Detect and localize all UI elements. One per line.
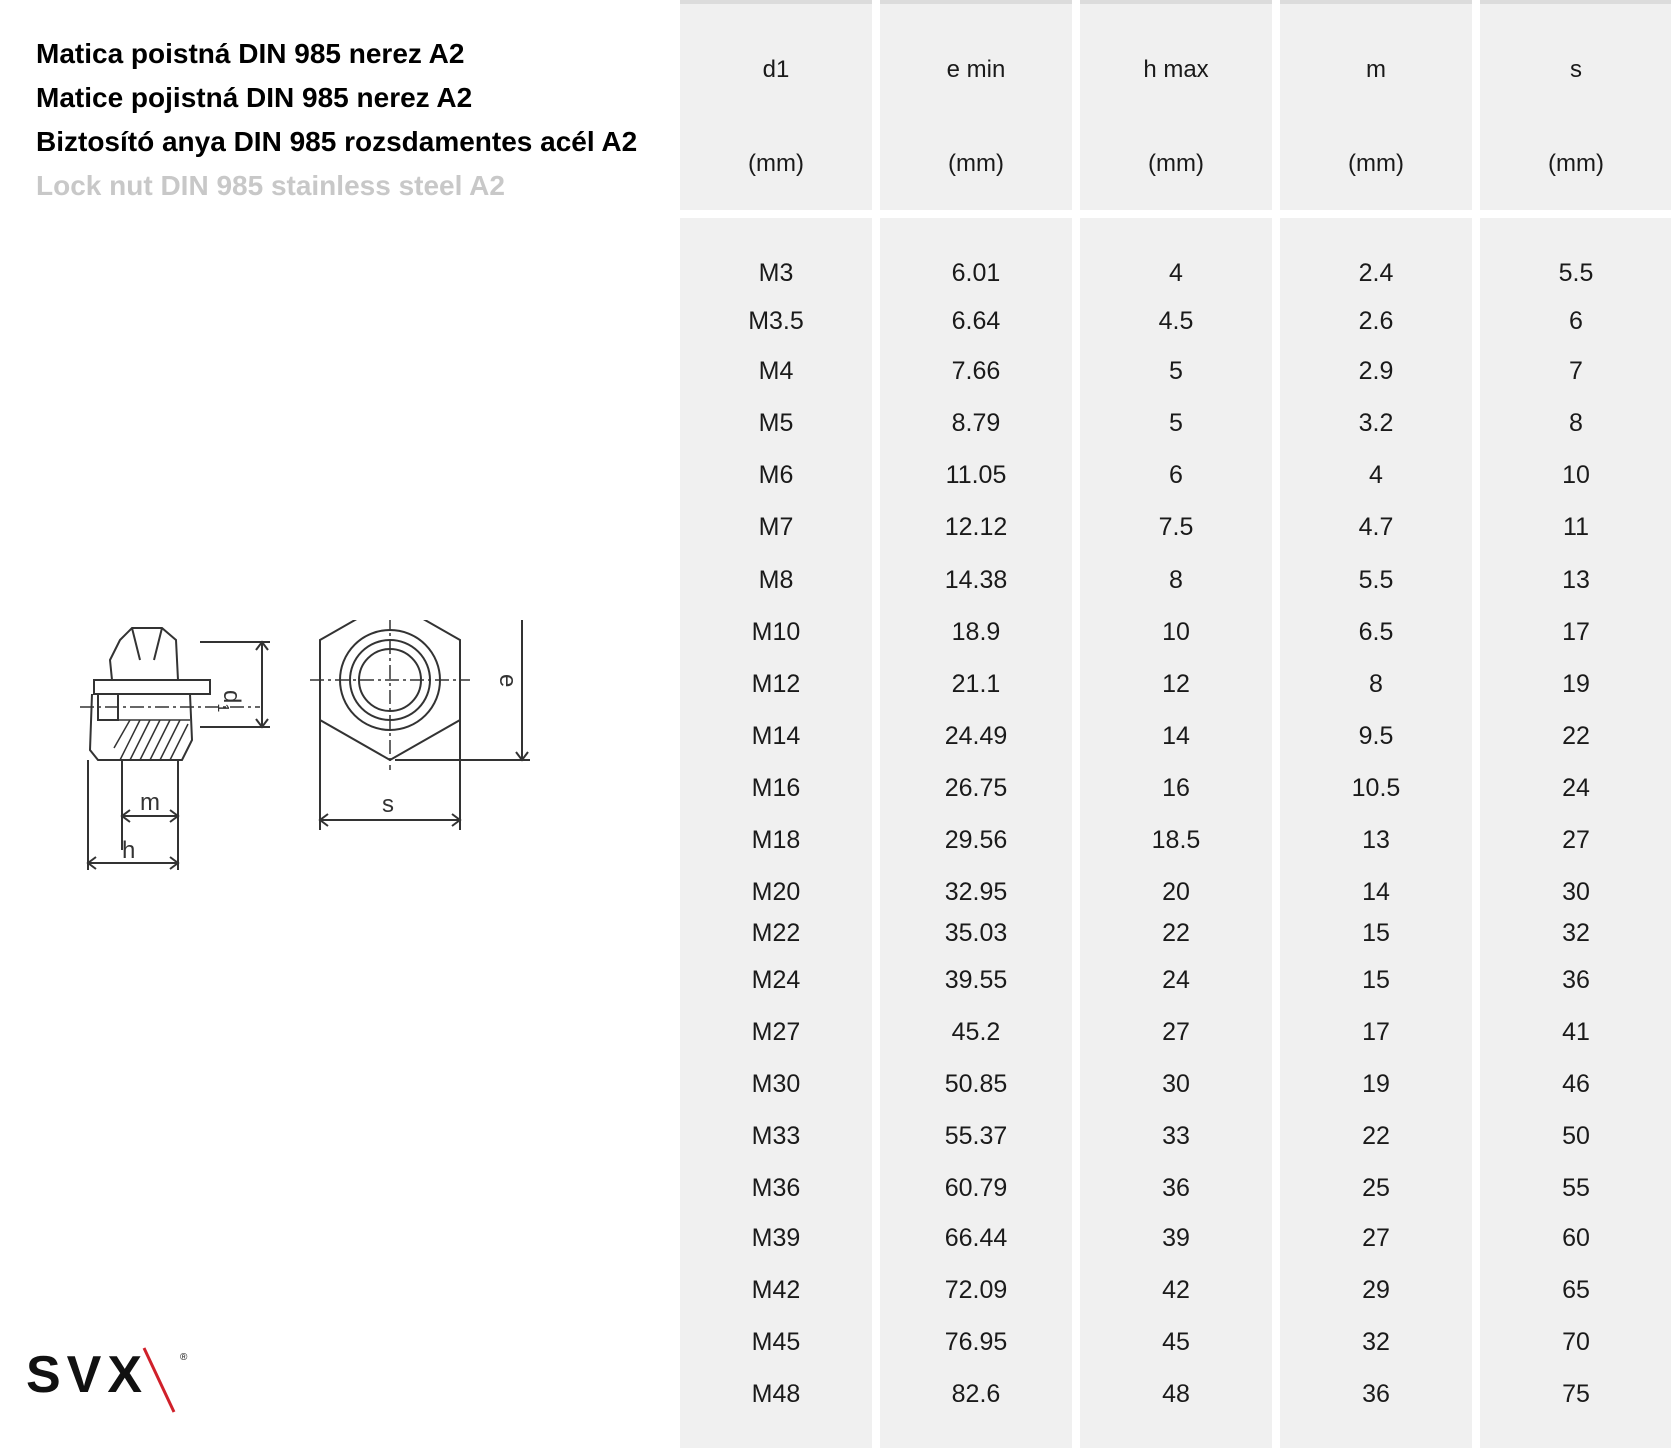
table-cell: 36 — [1362, 1380, 1390, 1408]
table-cell: M27 — [751, 1018, 801, 1046]
table-cell: M22 — [751, 919, 801, 947]
table-cell: 27 — [1562, 826, 1590, 854]
table-cell: 8 — [1169, 566, 1183, 594]
svx-logo — [26, 1340, 196, 1420]
column-top-border — [880, 0, 1072, 4]
table-cell: 19 — [1562, 670, 1590, 698]
label-h: h — [122, 837, 136, 864]
table-cell: 5.5 — [1358, 566, 1394, 594]
table-cell: M42 — [751, 1276, 801, 1304]
table-cell: 17 — [1362, 1018, 1390, 1046]
table-cell: 2.6 — [1358, 307, 1394, 335]
table-cell: 21.1 — [951, 670, 1001, 698]
side-view-cap — [110, 628, 178, 680]
column-header-unit: (mm) — [948, 150, 1004, 177]
table-cell: 82.6 — [951, 1380, 1001, 1408]
label-d1: $d_1$ — [214, 690, 245, 713]
table-cell: 60.79 — [944, 1174, 1008, 1202]
table-column — [1280, 0, 1472, 1448]
table-cell: 16 — [1162, 774, 1190, 802]
table-cell: 12 — [1162, 670, 1190, 698]
table-cell: 36 — [1562, 966, 1590, 994]
table-cell: M8 — [758, 566, 794, 594]
table-cell: 6 — [1569, 307, 1583, 335]
column-header-name: m — [1366, 56, 1386, 83]
table-cell: 2.9 — [1358, 357, 1394, 385]
table-cell: M36 — [751, 1174, 801, 1202]
table-cell: 2.4 — [1358, 259, 1394, 287]
table-cell: 15 — [1362, 919, 1390, 947]
table-cell: M18 — [751, 826, 801, 854]
column-header-unit: (mm) — [1148, 150, 1204, 177]
table-cell: 7 — [1569, 357, 1583, 385]
table-cell: 6.64 — [951, 307, 1001, 335]
table-cell: 55.37 — [944, 1122, 1008, 1150]
table-cell: 29 — [1362, 1276, 1390, 1304]
table-cell: 70 — [1562, 1328, 1590, 1356]
table-cell: M39 — [751, 1224, 801, 1252]
table-cell: 55 — [1562, 1174, 1590, 1202]
table-cell: 24.49 — [944, 722, 1008, 750]
table-cell: M7 — [758, 513, 794, 541]
table-cell: 27 — [1362, 1224, 1390, 1252]
table-cell: 30 — [1162, 1070, 1190, 1098]
table-cell: 75 — [1562, 1380, 1590, 1408]
table-cell: 11 — [1563, 513, 1589, 541]
table-cell: 32 — [1562, 919, 1590, 947]
table-cell: 22 — [1362, 1122, 1390, 1150]
title-sk: Matica poistná DIN 985 nerez A2 — [36, 38, 465, 69]
table-cell: 39 — [1162, 1224, 1190, 1252]
title-hu: Biztosító anya DIN 985 rozsdamentes acél A2 — [36, 126, 638, 157]
table-cell: 24 — [1562, 774, 1590, 802]
table-cell: 13 — [1362, 826, 1390, 854]
table-cell: 22 — [1162, 919, 1190, 947]
table-cell: M20 — [751, 878, 801, 906]
table-cell: 10 — [1162, 618, 1190, 646]
header-separator — [680, 210, 872, 218]
table-cell: 4 — [1369, 461, 1383, 489]
label-m: m — [140, 789, 160, 816]
logo-accent-slash — [144, 1348, 174, 1412]
column-header-unit: (mm) — [1548, 150, 1604, 177]
header-separator — [880, 210, 1072, 218]
table-cell: 32.95 — [944, 878, 1008, 906]
table-cell: 12.12 — [944, 513, 1008, 541]
table-cell: 30 — [1562, 878, 1590, 906]
table-cell: 36 — [1162, 1174, 1190, 1202]
table-cell: 14 — [1362, 878, 1390, 906]
table-cell: M30 — [751, 1070, 801, 1098]
table-cell: 20 — [1162, 878, 1190, 906]
table-cell: 3.2 — [1358, 409, 1394, 437]
table-cell: M3.5 — [748, 307, 804, 335]
label-e: e — [494, 674, 521, 688]
column-top-border — [1480, 0, 1671, 4]
table-cell: M5 — [758, 409, 794, 437]
table-cell: M4 — [758, 357, 794, 385]
table-cell: 10 — [1562, 461, 1590, 489]
table-column — [880, 0, 1072, 1448]
table-cell: 4.7 — [1358, 513, 1394, 541]
header-separator — [1280, 210, 1472, 218]
table-cell: M45 — [751, 1328, 801, 1356]
table-cell: 17 — [1562, 618, 1590, 646]
table-cell: 35.03 — [944, 919, 1008, 947]
title-block — [36, 32, 637, 208]
column-header-unit: (mm) — [1348, 150, 1404, 177]
table-cell: 8.79 — [951, 409, 1001, 437]
table-cell: 7.66 — [951, 357, 1001, 385]
header-separator — [1080, 210, 1272, 218]
header-separator — [1480, 210, 1671, 218]
title-en: Lock nut DIN 985 stainless steel A2 — [36, 170, 505, 201]
table-cell: 4 — [1169, 259, 1183, 287]
table-cell: M14 — [751, 722, 801, 750]
label-s: s — [382, 791, 394, 818]
table-cell: 5 — [1169, 357, 1183, 385]
table-cell: M48 — [751, 1380, 801, 1408]
table-cell: 24 — [1162, 966, 1190, 994]
column-top-border — [1080, 0, 1272, 4]
side-view-body — [94, 680, 210, 694]
table-column — [1080, 0, 1272, 1448]
table-cell: 39.55 — [944, 966, 1008, 994]
table-cell: 72.09 — [944, 1276, 1008, 1304]
table-cell: 10.5 — [1351, 774, 1401, 802]
table-cell: 8 — [1569, 409, 1583, 437]
table-cell: 50.85 — [944, 1070, 1008, 1098]
lock-nut-drawing — [70, 620, 590, 940]
table-cell: M6 — [758, 461, 794, 489]
table-cell: M10 — [751, 618, 801, 646]
table-cell: 48 — [1162, 1380, 1190, 1408]
table-cell: 45 — [1162, 1328, 1190, 1356]
table-cell: 32 — [1362, 1328, 1390, 1356]
column-header-name: h max — [1143, 56, 1209, 83]
logo-text: SVX — [26, 1346, 149, 1404]
table-cell: 27 — [1162, 1018, 1190, 1046]
table-cell: 9.5 — [1358, 722, 1394, 750]
column-header-name: e min — [946, 56, 1006, 83]
table-cell: 29.56 — [944, 826, 1008, 854]
table-cell: 18.5 — [1151, 826, 1201, 854]
table-cell: M3 — [758, 259, 794, 287]
table-cell: 25 — [1362, 1174, 1390, 1202]
table-cell: 60 — [1562, 1224, 1590, 1252]
table-cell: 66.44 — [944, 1224, 1008, 1252]
table-cell: 5 — [1169, 409, 1183, 437]
table-cell: 41 — [1562, 1018, 1590, 1046]
table-cell: 11.05 — [945, 461, 1007, 489]
table-cell: 33 — [1162, 1122, 1190, 1150]
table-cell: 6.01 — [951, 259, 1001, 287]
column-top-border — [1280, 0, 1472, 4]
dimension-table — [680, 0, 1671, 1448]
table-cell: 65 — [1562, 1276, 1590, 1304]
title-cs: Matice pojistná DIN 985 nerez A2 — [36, 82, 473, 113]
table-cell: 76.95 — [944, 1328, 1008, 1356]
table-cell: 50 — [1562, 1122, 1590, 1150]
table-cell: 6.5 — [1358, 618, 1394, 646]
table-cell: 46 — [1562, 1070, 1590, 1098]
table-cell: 13 — [1562, 566, 1590, 594]
table-cell: 22 — [1562, 722, 1590, 750]
column-top-border — [680, 0, 872, 4]
table-cell: M16 — [751, 774, 801, 802]
column-header-name: s — [1570, 56, 1582, 83]
table-cell: 7.5 — [1158, 513, 1194, 541]
table-cell: 45.2 — [951, 1018, 1001, 1046]
table-column — [1480, 0, 1671, 1448]
table-cell: 14 — [1162, 722, 1190, 750]
table-cell: 15 — [1362, 966, 1390, 994]
table-cell: 4.5 — [1158, 307, 1194, 335]
column-header-name: d1 — [762, 56, 790, 83]
table-cell: M33 — [751, 1122, 801, 1150]
table-column — [680, 0, 872, 1448]
column-header-unit: (mm) — [748, 150, 804, 177]
table-cell: 14.38 — [944, 566, 1008, 594]
logo-registered-mark: ® — [180, 1352, 188, 1363]
table-cell: 8 — [1369, 670, 1383, 698]
table-cell: 26.75 — [944, 774, 1008, 802]
table-cell: 19 — [1362, 1070, 1390, 1098]
table-cell: 42 — [1162, 1276, 1190, 1304]
table-cell: M24 — [751, 966, 801, 994]
table-cell: 6 — [1169, 461, 1183, 489]
table-cell: M12 — [751, 670, 801, 698]
table-cell: 5.5 — [1558, 259, 1594, 287]
table-cell: 18.9 — [951, 618, 1001, 646]
